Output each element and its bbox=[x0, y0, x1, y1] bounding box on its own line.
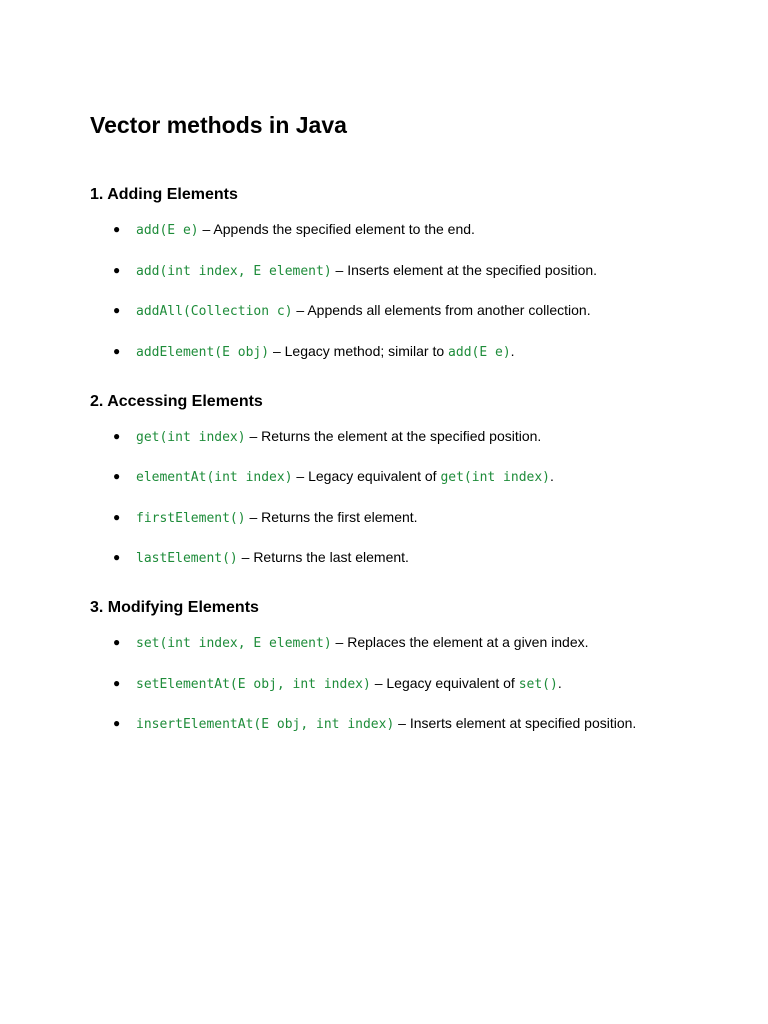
bullet-icon: ● bbox=[113, 716, 121, 730]
method-signature: addAll(Collection c) bbox=[136, 304, 293, 319]
list-item bbox=[90, 300, 730, 320]
bullet-icon: ● bbox=[113, 469, 121, 483]
section-heading: 2. Accessing Elements bbox=[90, 392, 263, 410]
method-signature: get(int index) bbox=[136, 429, 246, 445]
method-signature: set(int index, E element) bbox=[136, 636, 332, 651]
list-item bbox=[90, 219, 730, 239]
method-reference: set() bbox=[518, 676, 558, 692]
method-list bbox=[90, 426, 730, 568]
list-item bbox=[90, 547, 730, 567]
method-reference: add(E e) bbox=[448, 344, 511, 360]
method-description: – Returns the first element. bbox=[245, 508, 418, 525]
sentence-end: . bbox=[557, 674, 562, 691]
method-signature: add(E e) bbox=[136, 223, 199, 238]
section-heading: 3. Modifying Elements bbox=[90, 599, 259, 616]
method-description: – Appends the specified element to the end. bbox=[198, 221, 475, 237]
method-description: – Legacy equivalent of bbox=[292, 468, 441, 484]
bullet-icon: ● bbox=[113, 635, 121, 649]
bullet-icon: ● bbox=[113, 428, 121, 443]
method-signature: setElementAt(E obj, int index) bbox=[136, 676, 371, 692]
method-description: – Returns the last element. bbox=[237, 549, 409, 565]
method-description: – Inserts element at specified position. bbox=[394, 715, 637, 731]
list-item bbox=[90, 632, 730, 652]
bullet-icon: ● bbox=[113, 303, 121, 317]
method-signature: firstElement() bbox=[136, 510, 246, 526]
method-signature: lastElement() bbox=[136, 551, 238, 566]
method-description: – Replaces the element at a given index. bbox=[331, 634, 589, 650]
list-item bbox=[90, 673, 730, 693]
section-adding-elements bbox=[90, 185, 730, 361]
method-description: – Returns the element at the specified position. bbox=[245, 427, 542, 444]
page-title: Vector methods in Java bbox=[90, 112, 347, 138]
list-item bbox=[90, 260, 730, 280]
bullet-icon: ● bbox=[113, 675, 121, 690]
list-item bbox=[90, 713, 730, 733]
method-signature: add(int index, E element) bbox=[136, 263, 332, 279]
list-item bbox=[90, 466, 730, 486]
method-list bbox=[90, 219, 730, 361]
method-signature: addElement(E obj) bbox=[136, 344, 270, 360]
method-description: – Inserts element at the specified position. bbox=[331, 261, 598, 278]
method-description: – Legacy equivalent of bbox=[370, 674, 519, 691]
method-signature: elementAt(int index) bbox=[136, 470, 293, 485]
sentence-end: . bbox=[550, 468, 554, 484]
method-list bbox=[90, 632, 730, 733]
section-modifying-elements bbox=[90, 598, 730, 733]
method-reference: get(int index) bbox=[440, 470, 551, 485]
bullet-icon: ● bbox=[113, 343, 121, 358]
method-signature: insertElementAt(E obj, int index) bbox=[136, 717, 395, 732]
bullet-icon: ● bbox=[113, 262, 121, 277]
section-accessing-elements bbox=[90, 392, 730, 568]
list-item bbox=[90, 426, 730, 446]
list-item bbox=[90, 341, 730, 361]
list-item bbox=[90, 507, 730, 527]
bullet-icon: ● bbox=[113, 509, 121, 524]
method-description: – Legacy method; similar to bbox=[269, 342, 449, 359]
section-heading: 1. Adding Elements bbox=[90, 186, 238, 203]
bullet-icon: ● bbox=[113, 222, 121, 236]
sentence-end: . bbox=[510, 342, 515, 359]
bullet-icon: ● bbox=[113, 550, 121, 564]
document-page bbox=[90, 111, 730, 733]
method-description: – Appends all elements from another collection. bbox=[292, 302, 591, 318]
